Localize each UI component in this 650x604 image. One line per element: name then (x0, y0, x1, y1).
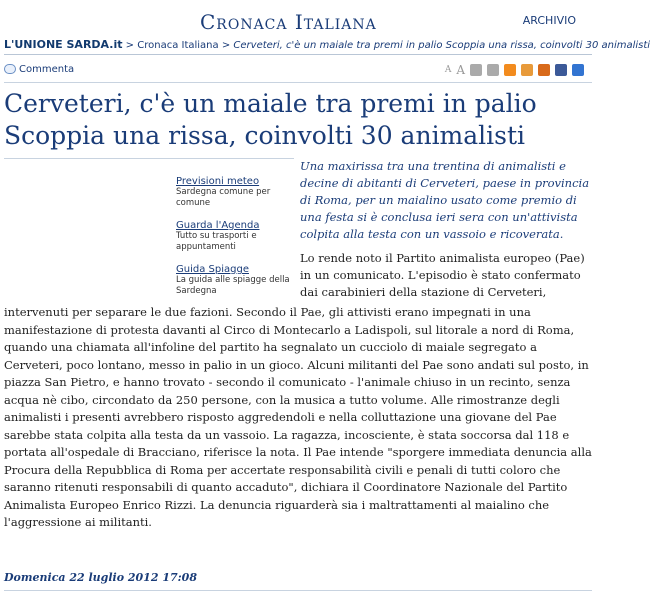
article-title-line: Cerveteri, c'è un maiale tra premi in palio (4, 89, 537, 118)
share-icon[interactable] (521, 64, 533, 76)
print-icon[interactable] (470, 64, 482, 76)
comment-bubble-icon (4, 64, 16, 74)
tool-icons (445, 62, 584, 78)
font-decrease-button[interactable]: A (444, 65, 452, 75)
divider (4, 158, 294, 159)
oknotizie-icon[interactable] (538, 64, 550, 76)
section-title: Cronaca Italiana (200, 10, 377, 34)
sidebar-item-spiagge (176, 264, 294, 297)
article-paragraph-start: Lo rende noto il Partito animalista europeo (Pae) in un comunicato. L'episodio è stato confermato dai carabinieri della stazione di Cerveteri, (300, 251, 585, 299)
breadcrumb-separator: > (122, 40, 138, 51)
article-date: Domenica 22 luglio 2012 17:08 (4, 571, 197, 584)
divider (4, 590, 592, 591)
sidebar-link[interactable]: Guida Spiagge (176, 264, 249, 275)
sidebar-description: La guida alle spiagge della Sardegna (176, 275, 290, 296)
comment-label: Commenta (19, 64, 75, 75)
delicious-icon[interactable] (572, 64, 584, 76)
font-increase-button[interactable]: A (456, 63, 465, 77)
comment-button[interactable] (4, 64, 74, 75)
article-body: intervenuti per separare le due fazioni. Secondo il Pae, gli attivisti erano impegnati in una manifestazione di protesta davanti al Circo di Montecarlo a Ladispoli, sul litorale a nord di Roma, quando una chiamata all'infoline del partito ha segnalato un cucciolo di maiale segregato a Cerveteri, poco lontano, messo in palio in un gioco. Alcuni militanti del Pae sono andati sul posto, in piazza San Pietro, e hanno trovato - secondo il comunicato - l'animale chiuso in un recinto, senza acqua nè cibo, circondato da 250 persone, con la musica a tutto volume. Alle rimostranze degli animalisti i presenti avrebbero risposto aggredendoli e nella colluttazione una giovane del Pae sarebbe stata colpita alla testa da un vassoio. La ragazza, incosciente, è stata soccorsa dal 118 e portata all'ospedale di Bracciano, riferisce la nota. Il Pae intende "sporgere immediata denuncia alla Procura della Repubblica di Roma per accertate responsabilità civili e penali di tutti coloro che saranno ritenuti responsabili di quanto accaduto", dichiara il Coordinatore Nazionale del Partito Animalista Europeo Enrico Rizzi. La denuncia riguarderà sia i maltrattamenti al maialino che l'aggressione ai militanti. (4, 305, 592, 529)
breadcrumb-separator: > (218, 40, 234, 51)
divider (4, 54, 592, 55)
email-icon[interactable] (487, 64, 499, 76)
breadcrumb-section-link[interactable]: Cronaca Italiana (137, 40, 219, 51)
sidebar-description: Tutto su trasporti e appuntamenti (176, 231, 257, 252)
article-title (4, 88, 537, 152)
archive-link[interactable]: ARCHIVIO (522, 14, 576, 27)
divider (4, 82, 592, 83)
sidebar-item-meteo (176, 176, 294, 209)
sidebar-links (176, 176, 294, 308)
rss-icon[interactable] (504, 64, 516, 76)
sidebar-link[interactable]: Guarda l'Agenda (176, 220, 260, 231)
article-title-line: Scoppia una rissa, coinvolti 30 animalisti (4, 121, 526, 150)
breadcrumb (4, 38, 650, 51)
breadcrumb-current: Cerveteri, c'è un maiale tra premi in palio Scoppia una rissa, coinvolti 30 animalisti (233, 40, 650, 51)
breadcrumb-brand-link[interactable]: L'UNIONE SARDA.it (4, 38, 123, 51)
sidebar-item-agenda (176, 220, 294, 253)
sidebar-description: Sardegna comune per comune (176, 187, 271, 208)
article-toolbar (4, 62, 592, 80)
facebook-icon[interactable] (555, 64, 567, 76)
article-lead: Una maxirissa tra una trentina di animalisti e decine di abitanti di Cerveteri, paese in provincia di Roma, per un maialino usato come premio di una festa si è conclusa ieri sera con un'attivista colpita alla testa con un vassoio e ricoverata. (300, 159, 590, 241)
sidebar-link[interactable]: Previsioni meteo (176, 176, 260, 187)
